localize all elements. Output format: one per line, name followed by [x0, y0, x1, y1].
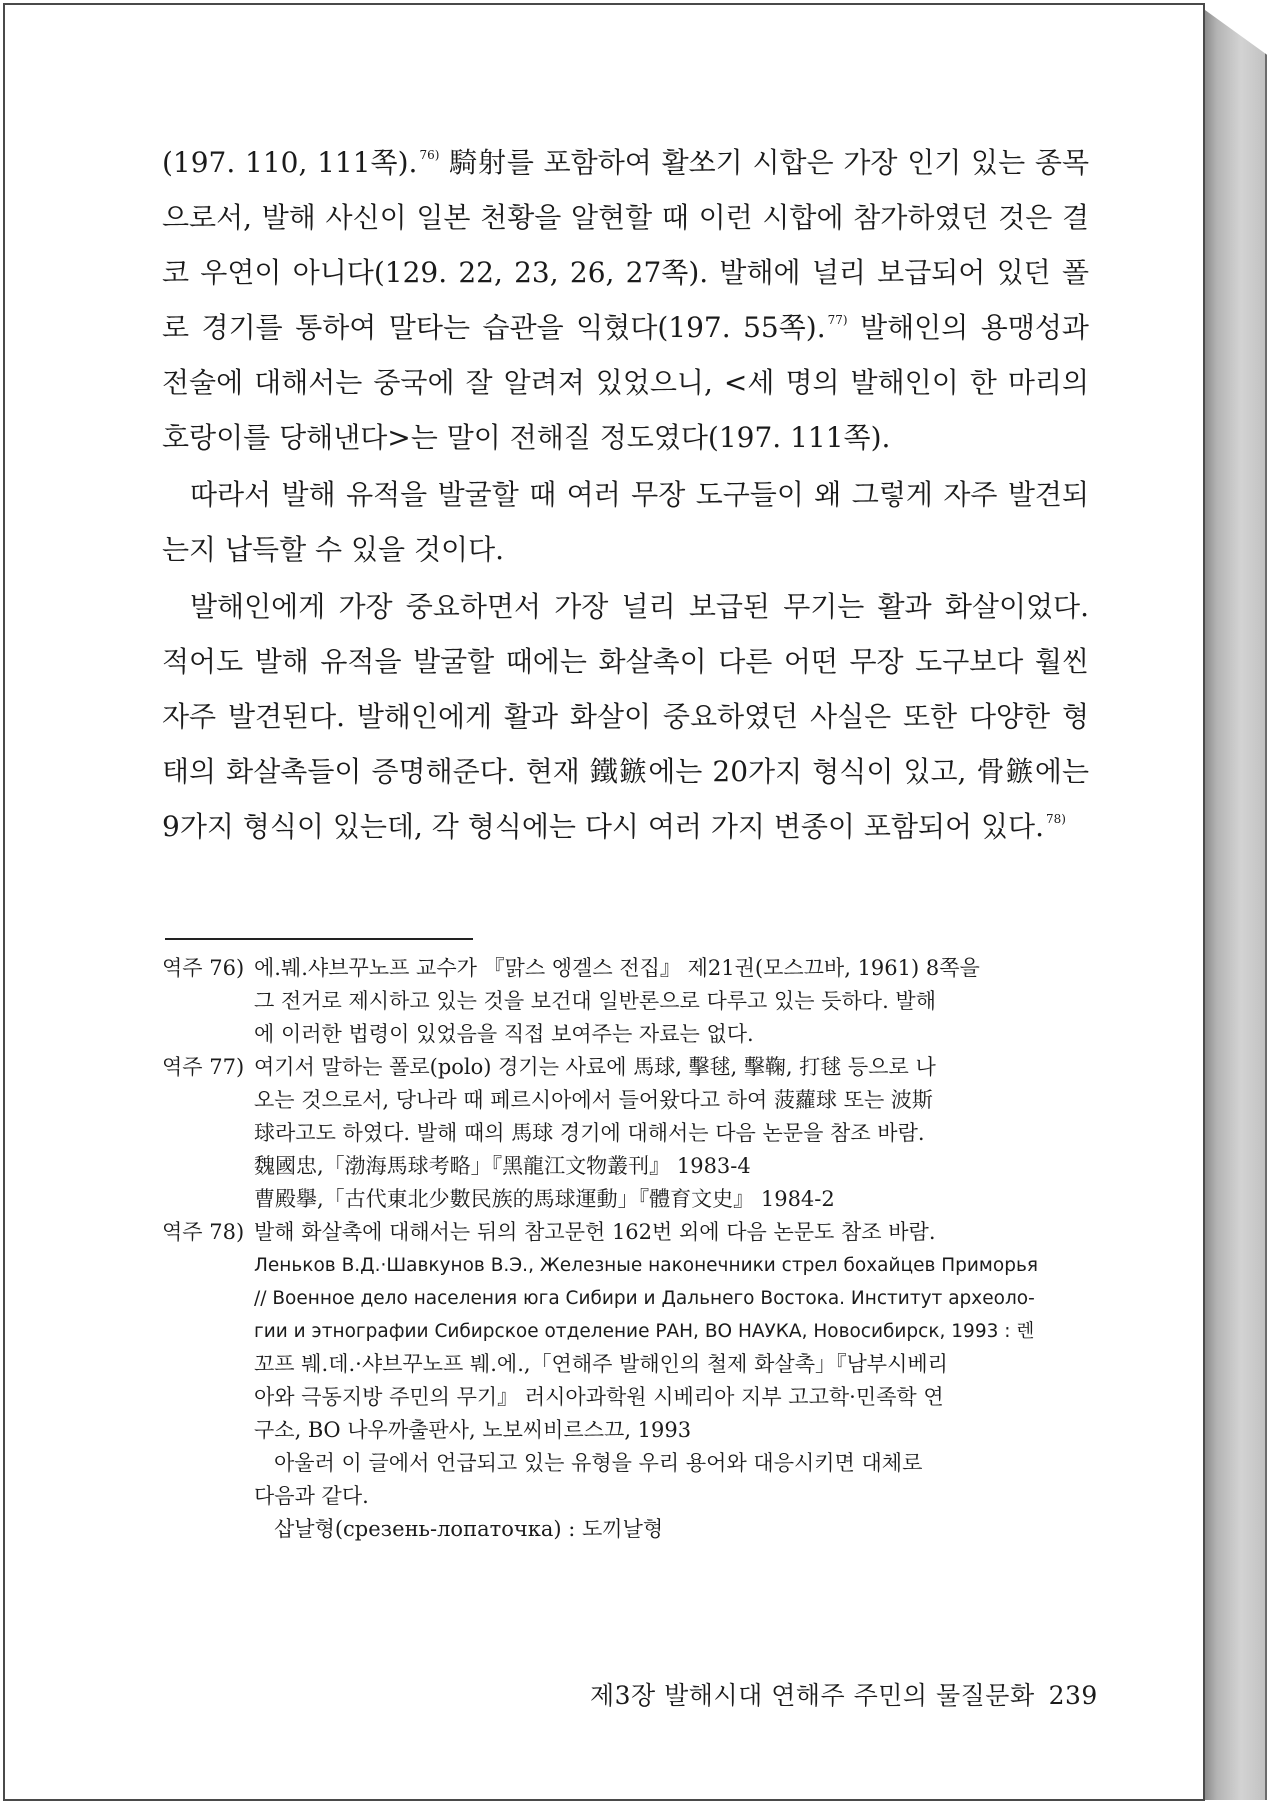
footnote-separator: [165, 938, 473, 940]
footnote-ref-77: 77): [827, 313, 848, 327]
footnote-76: [162, 952, 1094, 1051]
paragraph-1-text: (197. 110, 111쪽).: [162, 146, 418, 179]
page-number: 239: [1048, 1681, 1098, 1710]
paragraph-1: [162, 135, 1089, 465]
footnote-line: 꼬프 붸.데.·샤브꾸노프 붸.에.,「연해주 발해인의 철제 화살촉」『남부시베리: [254, 1352, 948, 1376]
footnote-line: 아와 극동지방 주민의 무기』 러시아과학원 시베리아 지부 고고학·민족학 연: [254, 1385, 944, 1409]
footnote-line: 아울러 이 글에서 언급되고 있는 유형을 우리 용어와 대응시키면 대체로: [274, 1451, 923, 1475]
paragraph-1-cont: 騎射를 포함하여 활쏘기 시합은 가장 인기 있는 종목으로서, 발해 사신이 일본 천황을 알현할 때 이런 시합에 참가하였던 것은 결코 우연이 아니다(129. 22, 23, 26, 27쪽). 발해에 널리 보급되어 있던 폴로 경기를 통하여 말타는 습관을 익혔다(197. 55쪽).: [162, 146, 1089, 344]
footnote-label: 역주 78): [162, 1220, 245, 1244]
footnote-reference: 魏國忠,「渤海馬球考略」『黑龍江文物叢刊』 1983-4: [254, 1154, 751, 1178]
paragraph-2: 따라서 발해 유적을 발굴할 때 여러 무장 도구들이 왜 그렇게 자주 발견되는지 납득할 수 있을 것이다.: [162, 478, 1089, 566]
footnote-line: 球라고도 하였다. 발해 때의 馬球 경기에 대해서는 다음 논문을 참조 바람.: [254, 1121, 925, 1145]
paragraph-1-end: 발해인의 용맹성과 전술에 대해서는 중국에 잘 알려져 있었으니, <세 명의 발해인이 한 마리의 호랑이를 당해낸다>는 말이 전해질 정도였다(197. 111쪽).: [162, 311, 1089, 454]
paragraph-3: [162, 579, 1089, 854]
footnotes: [162, 952, 1094, 1546]
footnote-label: 역주 76): [162, 956, 245, 980]
footnote-line: 오는 것으로서, 당나라 때 페르시아에서 들어왔다고 하여 菠蘿球 또는 波斯: [254, 1088, 933, 1112]
footnote-label: 역주 77): [162, 1055, 245, 1079]
footnote-line: 삽날형(срезень-лопаточка) : 도끼날형: [274, 1517, 664, 1541]
footnote-reference: 曹殿擧,「古代東北少數民族的馬球運動」『體育文史』 1984-2: [254, 1187, 835, 1211]
footnote-line: 그 전거로 제시하고 있는 것을 보건대 일반론으로 다루고 있는 듯하다. 발해: [254, 989, 937, 1013]
page-edge: [1205, 10, 1267, 1800]
footnote-line: 구소, ВО 나우까출판사, 노보씨비르스끄, 1993: [254, 1418, 692, 1442]
footnote-ref-78: 78): [1045, 812, 1066, 826]
footnote-77: [162, 1051, 1094, 1216]
footnote-line: 에.붸.샤브꾸노프 교수가 『맑스 엥겔스 전집』 제21권(모스끄바, 1961) 8쪽을: [254, 956, 980, 980]
paragraph-3-text: 발해인에게 가장 중요하면서 가장 널리 보급된 무기는 활과 화살이었다. 적어도 발해 유적을 발굴할 때에는 화살촉이 다른 어떤 무장 도구보다 훨씬 자주 발견된다. 발해인에게 활과 화살이 중요하였던 사실은 또한 다양한 형태의 화살촉들이 증명해준다. 현재 鐵鏃에는 20가지 형식이 있고, 骨鏃에는 9가지 형식이 있는데, 각 형식에는 다시 여러 가지 변종이 포함되어 있다.: [162, 590, 1089, 843]
footnote-78: [162, 1216, 1094, 1546]
footnote-reference: гии и этнографии Сибирское отделение РАН, ВО НАУКА, Новосибирск, 1993 : 렌: [254, 1321, 1035, 1342]
chapter-title: 제3장 발해시대 연해주 주민의 물질문화: [590, 1681, 1035, 1710]
footnote-line: 여기서 말하는 폴로(polo) 경기는 사료에 馬球, 擊毬, 擊鞠, 打毬 등으로 나: [254, 1055, 936, 1079]
footnote-reference: // Военное дело населения юга Сибири и Дальнего Востока. Институт археоло-: [254, 1288, 1035, 1309]
footnote-line: 에 이러한 법령이 있었음을 직접 보여주는 자료는 없다.: [254, 1022, 754, 1046]
running-footer: [590, 1676, 1098, 1712]
footnote-line: 다음과 같다.: [254, 1484, 369, 1508]
body-text: [162, 135, 1089, 854]
footnote-line: 발해 화살촉에 대해서는 뒤의 참고문헌 162번 외에 다음 논문도 참조 바람.: [254, 1220, 936, 1244]
footnote-ref-76: 76): [419, 148, 440, 162]
footnote-reference: Леньков В.Д.·Шавкунов В.Э., Железные наконечники стрел бохайцев Приморья: [254, 1255, 1038, 1276]
